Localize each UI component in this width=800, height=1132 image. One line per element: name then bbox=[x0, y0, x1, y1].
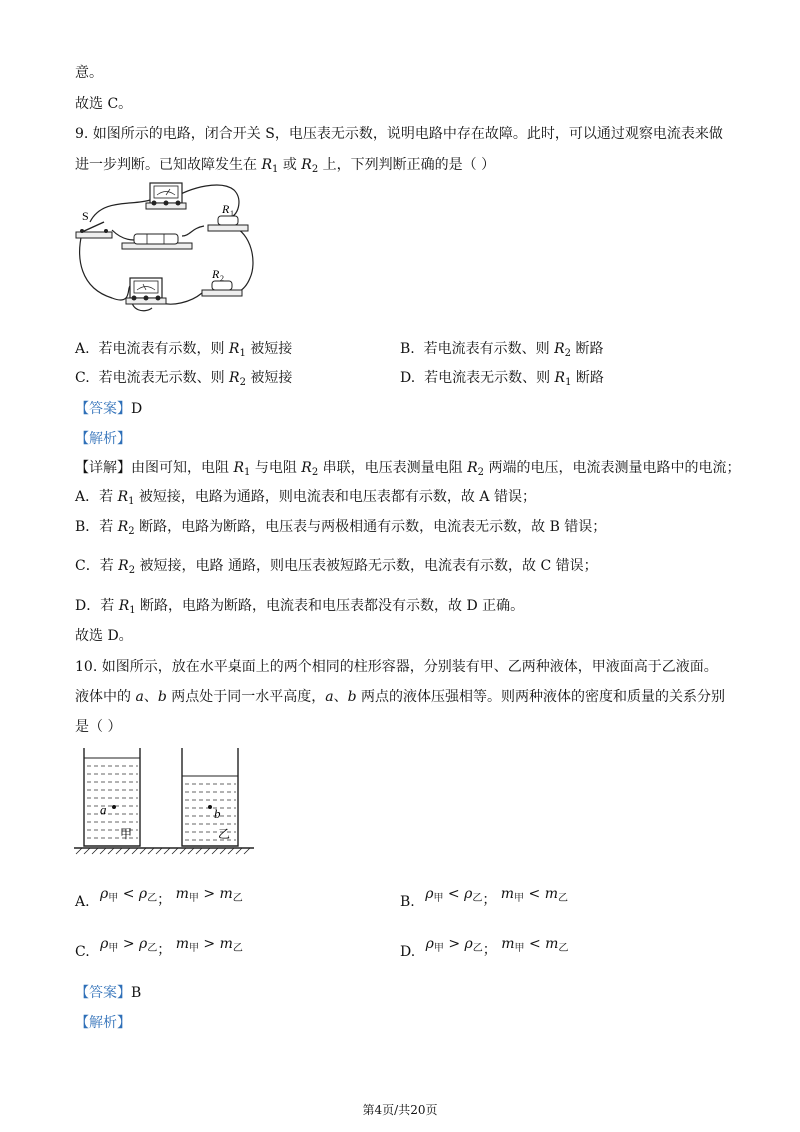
symbol-b: b bbox=[157, 689, 167, 705]
symbol-m: m bbox=[175, 886, 189, 902]
symbol-a: a bbox=[135, 689, 144, 705]
q9-option-d[interactable] bbox=[400, 369, 604, 392]
r2-label: R bbox=[212, 267, 220, 281]
point-b-label: b bbox=[214, 806, 221, 821]
subscript: 2 bbox=[239, 377, 246, 388]
symbol-m: m bbox=[219, 886, 233, 902]
question-10-line-3: 是（ ） bbox=[75, 719, 122, 735]
subscript: 乙 bbox=[232, 893, 243, 904]
option-text: 断路 bbox=[571, 370, 604, 386]
q9-option-a[interactable] bbox=[75, 340, 292, 363]
text-span: 进一步判断。已知故障发生在 bbox=[75, 157, 262, 173]
symbol-rho: ρ bbox=[464, 886, 473, 902]
option-text: 被短接 bbox=[245, 370, 293, 386]
text-span: C．若 bbox=[75, 558, 119, 574]
symbol-b: b bbox=[347, 689, 357, 705]
subscript: 乙 bbox=[558, 943, 569, 954]
subscript: 2 bbox=[564, 348, 572, 359]
answer-label: 【答案】 bbox=[75, 985, 131, 1001]
option-letter: D. bbox=[400, 370, 416, 386]
q10-option-b[interactable] bbox=[400, 885, 568, 908]
question-10-line-1: 10. 如图所示，放在水平桌面上的两个相同的柱形容器，分别装有甲、乙两种液体，甲液面高于乙液面。 bbox=[75, 659, 718, 675]
symbol-r: R bbox=[233, 460, 244, 476]
formula bbox=[425, 936, 569, 958]
symbol-r: R bbox=[301, 460, 312, 476]
text-line: 故选 C。 bbox=[75, 96, 133, 112]
q10-option-a[interactable] bbox=[75, 885, 243, 908]
circuit-figure bbox=[72, 178, 262, 318]
text-span: 串联，电压表测量电阻 bbox=[318, 460, 468, 476]
subscript: 乙 bbox=[472, 893, 483, 904]
separator: ； bbox=[482, 942, 497, 958]
symbol-m: m bbox=[545, 936, 559, 952]
option-text: 若电流表无示数、则 bbox=[424, 370, 555, 386]
option-letter: B. bbox=[400, 894, 415, 910]
text-span: A．若 bbox=[75, 489, 118, 505]
symbol-r: R bbox=[467, 460, 478, 476]
q10-option-d[interactable] bbox=[400, 935, 568, 958]
text-span: B．若 bbox=[75, 519, 118, 535]
subscript: 1 bbox=[128, 496, 135, 507]
symbol-r: R bbox=[117, 489, 129, 505]
page-footer: 第4页/共20页 bbox=[362, 1103, 438, 1117]
subscript: 甲 bbox=[108, 943, 119, 954]
operator: < bbox=[122, 886, 135, 902]
explain-c bbox=[75, 557, 598, 580]
detail-line bbox=[75, 459, 740, 482]
symbol-r: R bbox=[229, 370, 240, 386]
subscript: 1 bbox=[272, 164, 279, 175]
subscript: 2 bbox=[128, 565, 136, 576]
operator: < bbox=[447, 886, 460, 902]
symbol-a: a bbox=[325, 689, 334, 705]
option-text: 断路 bbox=[571, 341, 604, 357]
option-letter: D. bbox=[400, 944, 416, 960]
symbol-rho: ρ bbox=[425, 936, 434, 952]
symbol-r: R bbox=[554, 341, 565, 357]
symbol-m: m bbox=[544, 886, 558, 902]
symbol-r: R bbox=[228, 341, 240, 357]
symbol-r: R bbox=[261, 157, 272, 173]
operator: > bbox=[203, 886, 216, 902]
formula bbox=[100, 886, 243, 908]
answer-line bbox=[75, 984, 141, 1002]
symbol-r: R bbox=[117, 519, 129, 535]
analysis-label: 【解析】 bbox=[75, 431, 131, 447]
subscript: 乙 bbox=[557, 893, 568, 904]
subscript: 2 bbox=[311, 164, 319, 175]
question-9-line-2 bbox=[75, 156, 495, 179]
subscript: 甲 bbox=[514, 943, 525, 954]
operator: > bbox=[203, 936, 216, 952]
subscript: 甲 bbox=[514, 893, 525, 904]
question-10-line-2 bbox=[75, 688, 725, 706]
symbol-rho: ρ bbox=[425, 886, 434, 902]
symbol-m: m bbox=[175, 936, 189, 952]
q9-option-c[interactable] bbox=[75, 369, 292, 392]
answer-line bbox=[75, 400, 142, 418]
text-span: 上，下列判断正确的是（ ） bbox=[318, 157, 496, 173]
text-span: 由图可知，电阻 bbox=[131, 460, 234, 476]
symbol-rho: ρ bbox=[100, 886, 109, 902]
text-span: 被短接，电路为通路，则电流表和电压表都有示数，故 A 错误； bbox=[134, 489, 536, 505]
subscript: 乙 bbox=[147, 893, 158, 904]
text-span: 、 bbox=[333, 689, 348, 705]
q10-option-c[interactable] bbox=[75, 935, 243, 958]
symbol-m: m bbox=[500, 886, 515, 902]
subscript: 甲 bbox=[108, 893, 119, 904]
symbol-rho: ρ bbox=[100, 936, 109, 952]
symbol-r: R bbox=[554, 370, 566, 386]
separator: ； bbox=[482, 892, 497, 908]
detail-label: 【详解】 bbox=[75, 460, 131, 476]
containers-figure bbox=[72, 742, 262, 862]
option-text: 若电流表无示数、则 bbox=[98, 370, 230, 386]
text-span: 被短接，电路 通路，则电压表被短路无示数，电流表有示数，故 C 错误； bbox=[135, 558, 598, 574]
option-text: 被短接 bbox=[245, 341, 293, 357]
subscript: 甲 bbox=[188, 893, 199, 904]
symbol-rho: ρ bbox=[464, 936, 473, 952]
answer-value: B bbox=[131, 985, 142, 1001]
liquid-yi-label: 乙 bbox=[218, 827, 231, 841]
explain-b bbox=[75, 518, 606, 541]
explain-d bbox=[75, 597, 524, 620]
text-span: 断路，电路为断路，电压表与两极相通有示数，电流表无示数，故 B 错误； bbox=[134, 519, 607, 535]
subscript: 1 bbox=[565, 377, 572, 388]
option-letter: C. bbox=[75, 944, 90, 960]
symbol-m: m bbox=[501, 936, 515, 952]
text-span: 两端的电压，电流表测量电路中的电流； bbox=[484, 460, 741, 476]
answer-value: D bbox=[131, 401, 143, 417]
point-a-label: a bbox=[100, 802, 107, 817]
text-span: 、 bbox=[143, 689, 158, 705]
liquid-jia-label: 甲 bbox=[120, 827, 133, 841]
question-9-line-1: 9. 如图所示的电路，闭合开关 S，电压表无示数，说明电路中存在故障。此时，可以通过观察电流表来做 bbox=[75, 126, 723, 142]
symbol-m: m bbox=[219, 936, 233, 952]
answer-label: 【答案】 bbox=[75, 401, 131, 417]
text-line: 意。 bbox=[75, 65, 103, 81]
analysis-line bbox=[75, 1014, 131, 1032]
subscript: 1 bbox=[129, 605, 136, 616]
text-span: 与电阻 bbox=[250, 460, 302, 476]
operator: < bbox=[528, 886, 541, 902]
subscript: 2 bbox=[128, 526, 135, 537]
operator: < bbox=[528, 936, 541, 952]
text-span: 或 bbox=[278, 157, 302, 173]
option-text: 若电流表有示数，则 bbox=[98, 341, 229, 357]
formula bbox=[100, 936, 243, 958]
text-span: 两点处于同一水平高度， bbox=[166, 689, 326, 705]
text-span: 断路，电路为断路，电流表和电压表都没有示数，故 D 正确。 bbox=[135, 598, 525, 614]
separator: ； bbox=[157, 892, 172, 908]
switch-label: S bbox=[82, 209, 89, 223]
text-line: 故选 D。 bbox=[75, 628, 133, 644]
subscript: 甲 bbox=[433, 893, 444, 904]
r1-subscript: 1 bbox=[230, 209, 234, 218]
analysis-line bbox=[75, 430, 131, 448]
subscript: 乙 bbox=[147, 943, 158, 954]
subscript: 1 bbox=[239, 348, 246, 359]
symbol-r: R bbox=[118, 558, 129, 574]
text-span: D．若 bbox=[75, 598, 119, 614]
separator: ； bbox=[157, 942, 172, 958]
subscript: 2 bbox=[311, 467, 319, 478]
analysis-label: 【解析】 bbox=[75, 1015, 131, 1031]
symbol-rho: ρ bbox=[138, 886, 148, 902]
option-letter: B. bbox=[400, 341, 415, 357]
subscript: 甲 bbox=[433, 943, 444, 954]
q9-option-b[interactable] bbox=[400, 340, 603, 363]
symbol-r: R bbox=[301, 157, 312, 173]
subscript: 1 bbox=[244, 467, 251, 478]
subscript: 乙 bbox=[232, 943, 243, 954]
explain-a bbox=[75, 488, 536, 511]
option-text: 若电流表有示数、则 bbox=[423, 341, 555, 357]
text-span: 液体中的 bbox=[75, 689, 136, 705]
operator: > bbox=[448, 936, 461, 952]
operator: > bbox=[122, 936, 135, 952]
symbol-r: R bbox=[118, 598, 130, 614]
option-letter: A. bbox=[75, 894, 90, 910]
symbol-rho: ρ bbox=[139, 936, 148, 952]
option-letter: C. bbox=[75, 370, 90, 386]
text-span: 两点的液体压强相等。则两种液体的密度和质量的关系分别 bbox=[356, 689, 726, 705]
r2-subscript: 2 bbox=[220, 274, 224, 283]
r1-label: R bbox=[222, 202, 230, 216]
formula bbox=[425, 886, 568, 908]
option-letter: A. bbox=[75, 341, 90, 357]
subscript: 2 bbox=[477, 467, 485, 478]
subscript: 乙 bbox=[472, 943, 483, 954]
subscript: 甲 bbox=[188, 943, 199, 954]
